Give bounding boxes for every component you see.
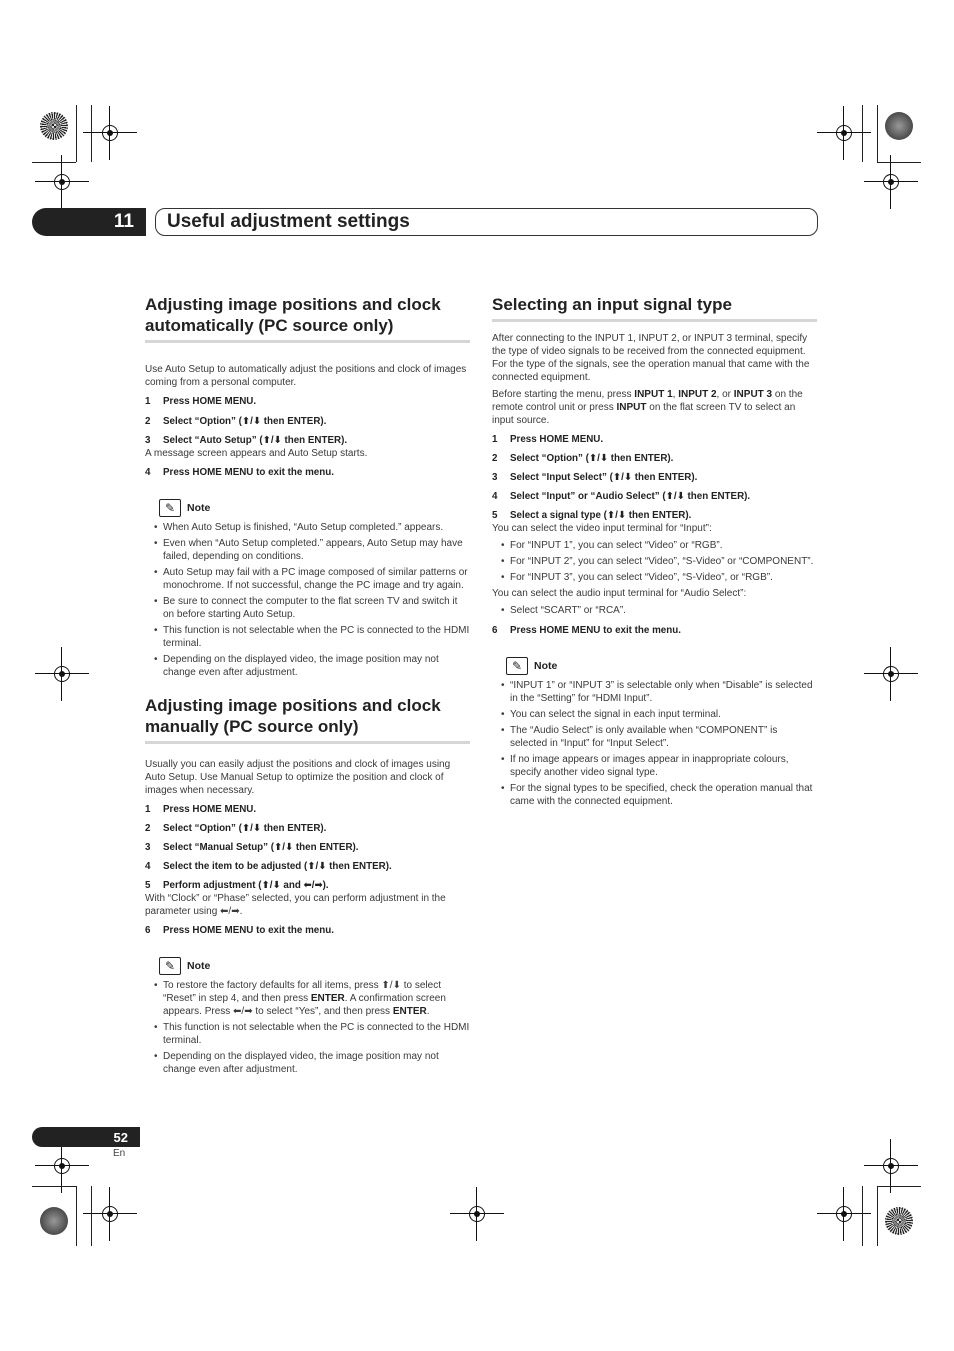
note-item: • When Auto Setup is finished, “Auto Setup completed.” appears. [145, 521, 470, 534]
step-item: 2 Select “Option” (⬆/⬇ then ENTER). [145, 823, 327, 834]
step-item: 4 Select the item to be adjusted (⬆/⬇ then ENTER). [145, 861, 392, 872]
note-item: • Even when “Auto Setup completed.” appears, Auto Setup may have failed, depending on conditions. [145, 537, 470, 563]
crosshair-icon [880, 663, 902, 685]
section-heading-manual: Adjusting image positions and clock manually (PC source only) [145, 695, 470, 744]
crosshair-icon [833, 1203, 855, 1225]
note-header: ✎ Note [159, 957, 470, 975]
note-list [145, 521, 470, 679]
step-item: 4 Select “Input” or “Audio Select” (⬆/⬇ then ENTER). [492, 491, 751, 502]
note-header: ✎ Note [159, 499, 470, 517]
note-item: • For the signal types to be specified, check the operation manual that came with the connected equipment. [492, 782, 817, 808]
note-item: • Be sure to connect the computer to the flat screen TV and switch it on before starting Auto Setup. [145, 595, 470, 621]
note-item: • Depending on the displayed video, the image position may not change even after adjustment. [145, 1050, 470, 1076]
crosshair-icon [51, 1155, 73, 1177]
video-desc: You can select the video input terminal for “Input”: [492, 523, 712, 534]
note-list [492, 679, 817, 808]
step-item: 1 Press HOME MENU. [145, 396, 257, 407]
left-column [145, 294, 470, 682]
section-manual-setup [145, 695, 470, 1076]
registration-star-icon [885, 1207, 913, 1235]
crosshair-icon [880, 1155, 902, 1177]
note-item: • If no image appears or images appear in inappropriate colours, specify another video signal type. [492, 753, 817, 779]
intro-text: Use Auto Setup to automatically adjust the positions and clock of images coming from a personal computer. [145, 364, 467, 388]
step-item: 6 Press HOME MENU to exit the menu. [492, 625, 681, 636]
step-item: 3 Select “Input Select” (⬆/⬇ then ENTER). [492, 472, 698, 483]
intro-text: Usually you can easily adjust the positions and clock of images using Auto Setup. Use Manual Setup to optimize the position and clock of images when necessary. [145, 759, 451, 796]
crosshair-icon [466, 1203, 488, 1225]
crosshair-icon [880, 171, 902, 193]
left-column-lower [145, 695, 470, 1079]
step-description: A message screen appears and Auto Setup starts. [145, 448, 368, 459]
note-item: • You can select the signal in each input terminal. [492, 708, 817, 721]
chapter-title: Useful adjustment settings [167, 211, 410, 232]
note-item: • This function is not selectable when the PC is connected to the HDMI terminal. [145, 1021, 470, 1047]
note-item: • “INPUT 1” or “INPUT 3” is selectable only when “Disable” is selected in the “Setting” for “HDMI Input”. [492, 679, 817, 705]
section-heading-auto: Adjusting image positions and clock automatically (PC source only) [145, 294, 470, 343]
note-item: • Auto Setup may fail with a PC image composed of similar patterns or monochrome. If not successful, change the PC image and try again. [145, 566, 470, 592]
audio-desc: You can select the audio input terminal for “Audio Select”: [492, 588, 747, 599]
crosshair-icon [51, 171, 73, 193]
note-item: • The “Audio Select” is only available when “COMPONENT” is selected in “Input” for “Input Select”. [492, 724, 817, 750]
crosshair-icon [99, 1203, 121, 1225]
audio-option: • Select “SCART” or “RCA”. [492, 604, 817, 617]
chapter-number: 11 [32, 208, 146, 236]
registration-star-icon [40, 112, 68, 140]
step-item: 3 Select “Manual Setup” (⬆/⬇ then ENTER). [145, 842, 359, 853]
page-language: En [113, 1148, 126, 1159]
page-number: 52 [32, 1127, 140, 1147]
intro-text: After connecting to the INPUT 1, INPUT 2, or INPUT 3 terminal, specify the type of video signals to be received from the connected equipment. For the type of the signals, see the operation manual that came with the connected equipment. [492, 333, 810, 383]
pencil-note-icon: ✎ [159, 499, 181, 517]
note-item: • This function is not selectable when the PC is connected to the HDMI terminal. [145, 624, 470, 650]
video-option: • For “INPUT 1”, you can select “Video” or “RGB”. [492, 539, 817, 552]
pencil-note-icon: ✎ [506, 657, 528, 675]
section-auto-setup [145, 294, 470, 679]
video-option: • For “INPUT 3”, you can select “Video”, “S-Video”, or “RGB”. [492, 571, 817, 584]
registration-disc-icon [40, 1207, 68, 1235]
step-item: 5 Select a signal type (⬆/⬇ then ENTER). [492, 510, 692, 521]
step-item: 2 Select “Option” (⬆/⬇ then ENTER). [145, 416, 327, 427]
note-item: • Depending on the displayed video, the image position may not change even after adjustment. [145, 653, 470, 679]
video-option: • For “INPUT 2”, you can select “Video”, “S-Video” or “COMPONENT”. [492, 555, 817, 568]
step-description: With “Clock” or “Phase” selected, you can perform adjustment in the parameter using ⬅/➡. [145, 893, 446, 917]
step-item: 6 Press HOME MENU to exit the menu. [145, 925, 334, 936]
step-item: 4 Press HOME MENU to exit the menu. [145, 467, 334, 478]
step-item: 3 Select “Auto Setup” (⬆/⬇ then ENTER). [145, 435, 348, 446]
note-header: ✎ Note [506, 657, 817, 675]
section-input-signal [492, 294, 817, 808]
note-item: • To restore the factory defaults for all items, press ⬆/⬇ to select “Reset” in step 4, and then press ENTER. A confirmation screen appears. Press ⬅/➡ to select “Yes”, and then press ENTER. [145, 979, 470, 1018]
crosshair-icon [99, 122, 121, 144]
before-text: Before starting the menu, press INPUT 1, INPUT 2, or INPUT 3 on the remote control unit or press INPUT on the flat screen TV to select an input source. [492, 389, 803, 426]
step-item: 1 Press HOME MENU. [145, 804, 257, 815]
step-item: 5 Perform adjustment (⬆/⬇ and ⬅/➡). [145, 880, 329, 891]
video-options-list [492, 539, 817, 584]
registration-disc-icon [885, 112, 913, 140]
step-item: 1 Press HOME MENU. [492, 434, 604, 445]
right-column [492, 294, 817, 811]
pencil-note-icon: ✎ [159, 957, 181, 975]
crosshair-icon [51, 663, 73, 685]
crosshair-icon [833, 122, 855, 144]
step-item: 2 Select “Option” (⬆/⬇ then ENTER). [492, 453, 674, 464]
audio-options-list [492, 604, 817, 617]
section-heading-input: Selecting an input signal type [492, 294, 817, 322]
note-list [145, 979, 470, 1076]
